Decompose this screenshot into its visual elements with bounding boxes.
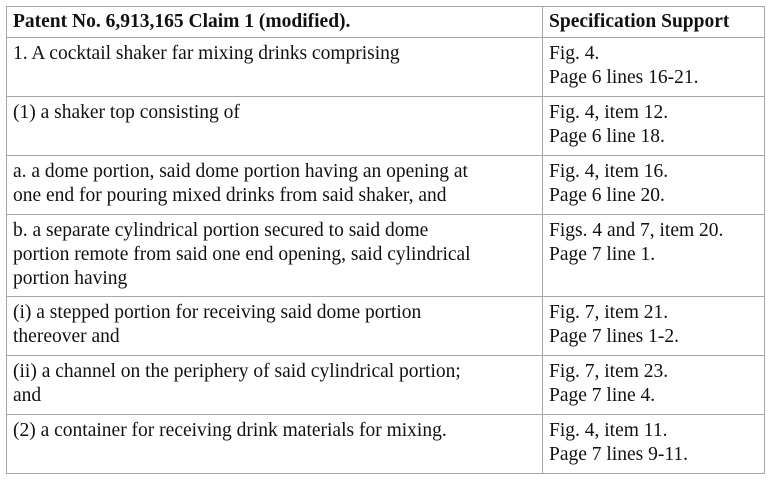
support-text-line: Fig. 4, item 16.: [549, 161, 669, 182]
claim-text-line: portion remote from said one end opening, said cylindrical: [13, 244, 471, 265]
support-text-line: Page 7 line 4.: [549, 385, 656, 406]
table-row: [7, 97, 765, 156]
table-row: [7, 297, 765, 356]
claim-text-line: b. a separate cylindrical portion secured to said dome: [13, 220, 429, 241]
support-cell: [543, 415, 765, 474]
table-row: [7, 356, 765, 415]
table-row: [7, 38, 765, 97]
table-row: [7, 156, 765, 215]
support-text-line: Page 7 line 1.: [549, 244, 656, 265]
claim-cell: [7, 415, 543, 474]
claim-column-header: Patent No. 6,913,165 Claim 1 (modified).: [7, 7, 543, 38]
claim-cell: [7, 156, 543, 215]
claim-text-line: and: [13, 385, 42, 406]
support-cell: [543, 156, 765, 215]
claim-text-line: one end for pouring mixed drinks from said shaker, and: [13, 185, 447, 206]
support-text-line: Fig. 7, item 21.: [549, 302, 669, 323]
claim-cell: [7, 356, 543, 415]
support-text-line: Fig. 7, item 23.: [549, 361, 669, 382]
table-row: [7, 415, 765, 474]
support-cell: [543, 297, 765, 356]
support-text-line: Fig. 4, item 11.: [549, 420, 668, 441]
claim-text-line: 1. A cocktail shaker far mixing drinks comprising: [13, 43, 400, 64]
support-text-line: Fig. 4.: [549, 43, 600, 64]
support-cell: [543, 97, 765, 156]
support-cell: [543, 38, 765, 97]
support-text-line: Page 7 lines 1-2.: [549, 326, 679, 347]
support-column-header: Specification Support: [543, 7, 765, 38]
support-cell: [543, 356, 765, 415]
support-text-line: Figs. 4 and 7, item 20.: [549, 220, 724, 241]
claim-text-line: (2) a container for receiving drink materials for mixing.: [13, 420, 447, 441]
claim-text-line: thereover and: [13, 326, 120, 347]
support-text-line: Fig. 4, item 12.: [549, 102, 669, 123]
claim-support-table: [6, 6, 765, 474]
table-header-row: [7, 7, 765, 38]
claim-cell: [7, 38, 543, 97]
claim-cell: [7, 97, 543, 156]
claim-cell: [7, 297, 543, 356]
support-text-line: Page 7 lines 9-11.: [549, 444, 689, 465]
claim-text-line: portion having: [13, 268, 128, 289]
support-text-line: Page 6 line 20.: [549, 185, 665, 206]
claim-text-line: (1) a shaker top consisting of: [13, 102, 240, 123]
claim-cell: [7, 215, 543, 297]
claim-text-line: (ii) a channel on the periphery of said cylindrical portion;: [13, 361, 461, 382]
support-text-line: Page 6 line 18.: [549, 126, 665, 147]
table-row: [7, 215, 765, 297]
claim-text-line: a. a dome portion, said dome portion having an opening at: [13, 161, 468, 182]
claim-text-line: (i) a stepped portion for receiving said dome portion: [13, 302, 422, 323]
support-cell: [543, 215, 765, 297]
support-text-line: Page 6 lines 16-21.: [549, 67, 699, 88]
